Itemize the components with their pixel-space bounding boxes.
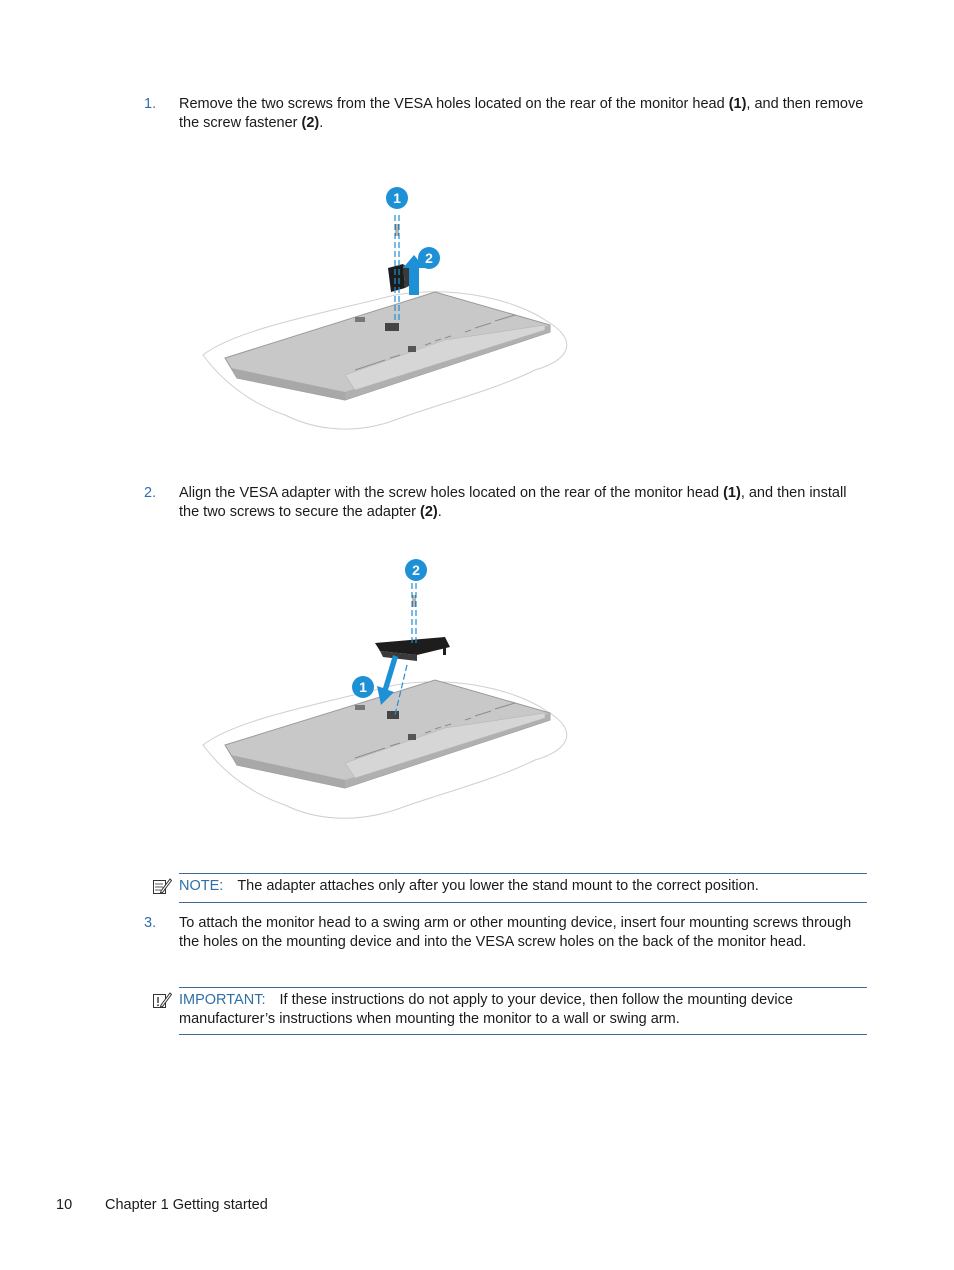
step-number: 3. [144,915,157,931]
callout-marker [418,247,440,269]
step-number: 1. [144,96,157,112]
step-1 [144,95,868,133]
step-number: 2. [144,485,157,501]
svg-text:2: 2 [425,250,433,266]
note-icon [152,877,172,901]
step-text: Align the VESA adapter with the screw holes located on the rear of the monitor head (1), and then install the two screws to secure the adapter (2). [179,485,847,520]
callout-marker [386,187,408,209]
page-footer [56,1196,268,1215]
note-label: NOTE: [179,878,224,894]
svg-text:2: 2 [412,562,420,578]
important-icon [152,991,172,1015]
note-box [179,873,867,903]
figure-remove-screws [195,180,585,440]
callout-marker [352,676,374,698]
monitor-illustration-2 [195,555,585,825]
page-number: 10 [56,1197,73,1213]
step-text: To attach the monitor head to a swing arm or other mounting device, insert four mounting screws through the holes on the mounting device and into the VESA screw holes on the back of the monitor head. [179,915,852,950]
step-3 [144,914,868,952]
step-2 [144,484,868,522]
step-text: Remove the two screws from the VESA holes located on the rear of the monitor head (1), and then remove the screw fastener (2). [179,96,864,131]
important-label: IMPORTANT: [179,992,266,1008]
callout-marker [405,559,427,581]
svg-text:1: 1 [393,190,401,206]
important-box [179,987,867,1035]
note-text: The adapter attaches only after you lower the stand mount to the correct position. [237,878,759,894]
important-text: If these instructions do not apply to your device, then follow the mounting device manufacturer’s instructions when mounting the monitor to a wall or swing arm. [179,992,793,1027]
monitor-illustration-1 [195,180,585,440]
figure-attach-adapter [195,555,585,825]
svg-text:1: 1 [359,679,367,695]
chapter-title: Chapter 1 Getting started [105,1197,268,1213]
